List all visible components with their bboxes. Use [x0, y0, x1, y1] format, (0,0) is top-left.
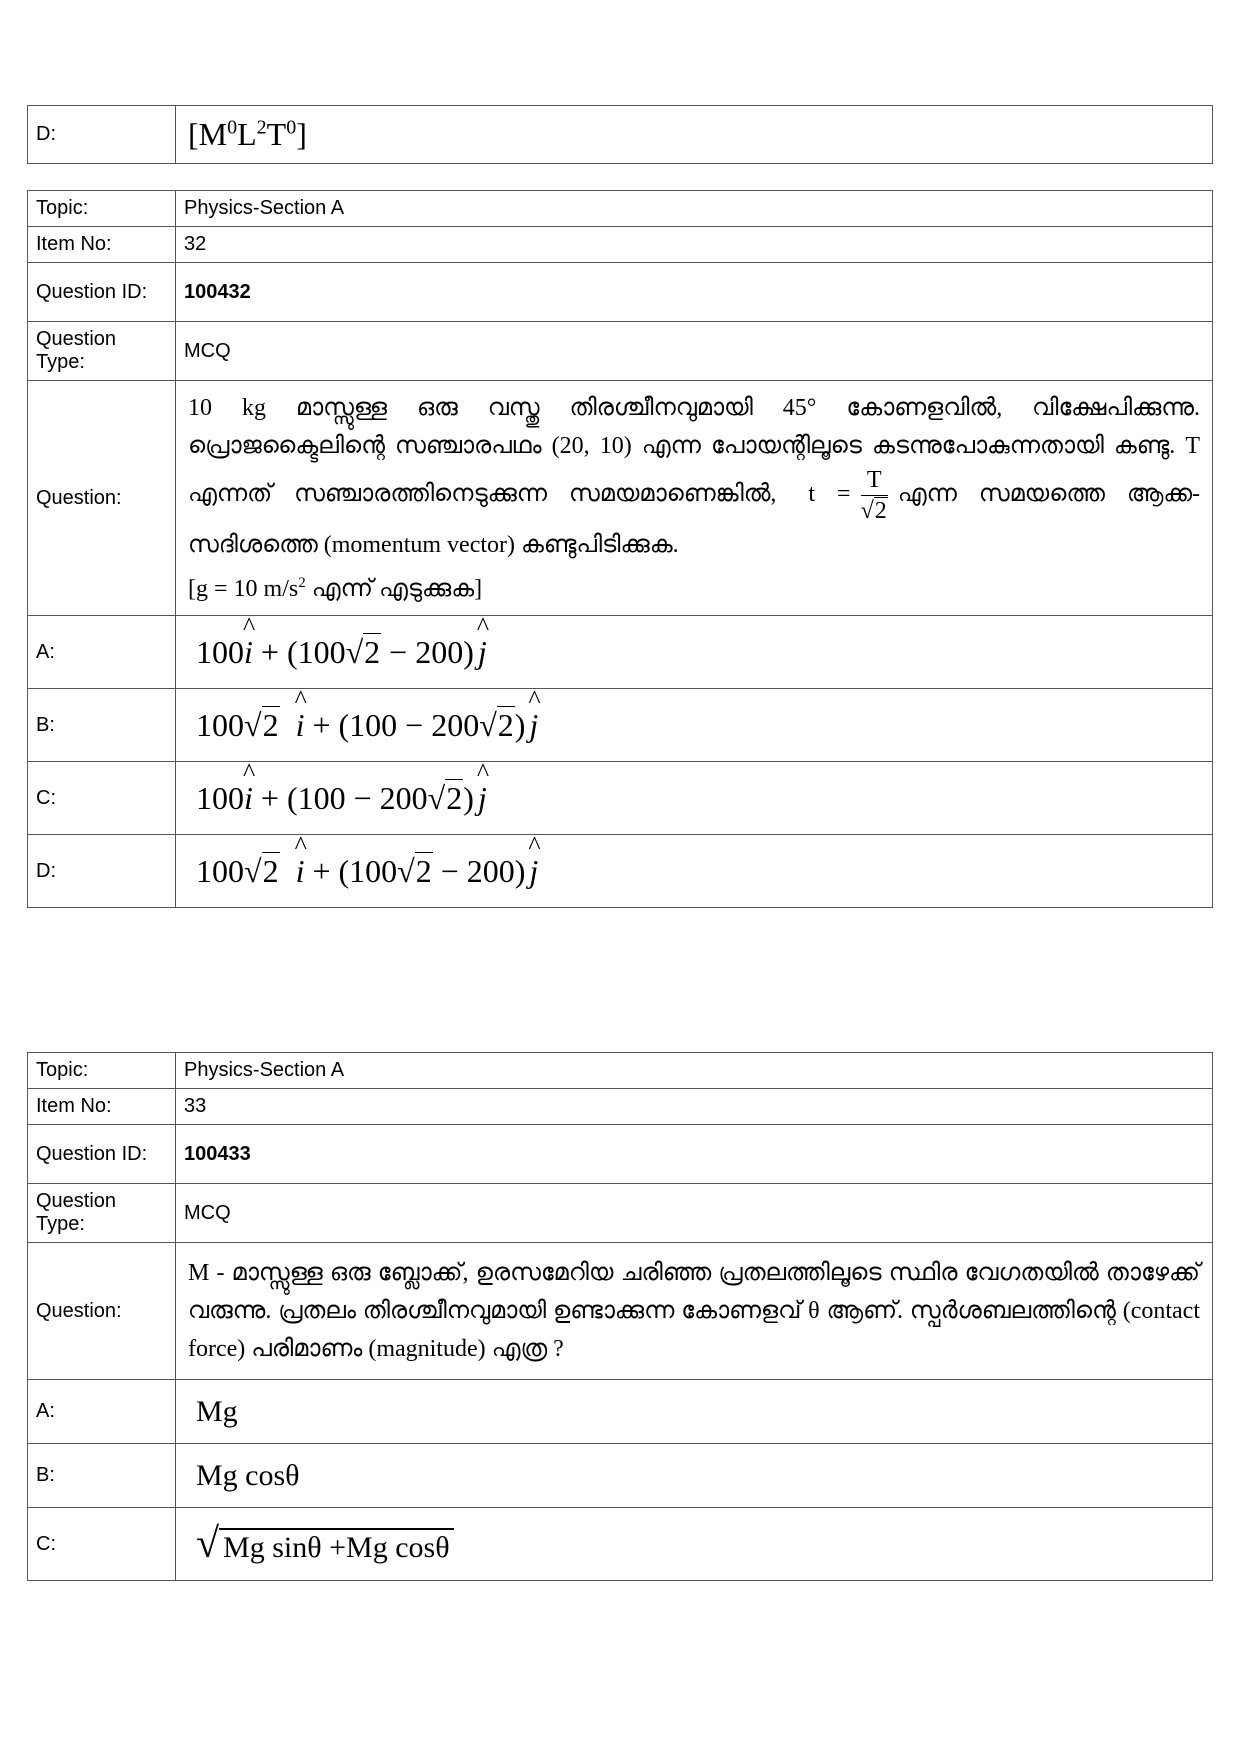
question-label: Question: [28, 1243, 176, 1380]
sqrt-expression: √ Mg sinθ +Mg cosθ [184, 1522, 454, 1566]
question-33-table [27, 1052, 1213, 1581]
option-a-value: 100^ i + (100√2 − 200)^ j [176, 616, 1213, 689]
dimension-formula: $[M^0L^2T^0]$ [188, 116, 307, 152]
question-id-value: 100432 [176, 263, 1213, 322]
item-no-label: Item No: [28, 1089, 176, 1125]
option-d-value [176, 106, 1213, 164]
option-c-value [176, 1508, 1213, 1581]
question-32-table [27, 190, 1213, 908]
option-a-label: A: [28, 616, 176, 689]
topic-value: Physics-Section A [176, 1053, 1213, 1089]
question-text: M - മാസ്സുള്ള ഒരു ബ്ലോക്ക്, ഉരസമേറിയ ചരിഞ്ഞ പ്രതലത്തിലൂടെ സ്ഥിര വേഗതയിൽ താഴേക്ക് വരുന്നു. പ്രതലം തിരശ്ചീനവുമായി ഉണ്ടാക്കുന്ന കോണളവ് θ ആണ്. സ്പർശബലത്തിന്റെ (contact force) പരിമാണം (magnitude) എത്ര ? [176, 1243, 1213, 1380]
prev-question-table [27, 105, 1213, 164]
question-id-value: 100433 [176, 1125, 1213, 1184]
fraction-t-over-root2: $\frac{T}{√2}$ [860, 466, 887, 524]
option-b-value: Mg cosθ [176, 1444, 1213, 1508]
question-label: Question: [28, 381, 176, 616]
option-c-value: 100^ i + (100 − 200√2)^ j [176, 762, 1213, 835]
question-text: 10 kg മാസ്സുള്ള ഒരു വസ്തു തിരശ്ചീനവുമായി 45° കോണളവിൽ, വിക്ഷേപിക്കുന്നു. പ്രൊജക്ടൈലിന്റെ സഞ്ചാരപഥം (20, 10) എന്ന പോയന്റിലൂടെ കടന്നുപോകുന്നതായി കണ്ടു. T എന്നത് സഞ്ചാരത്തിനെടുക്കുന്ന സമയമാണെങ്കിൽ, t = $\frac{T}{√2}$ എന്ന സമയത്തെ ആക്ക- സദിശത്തെ (momentum vector) കണ്ടുപിടിക്കുക. [g = 10 $m/s^2$ എന്ന് എടുക്കുക] [176, 381, 1213, 616]
topic-value: Physics-Section A [176, 191, 1213, 227]
question-id-label: Question ID: [28, 263, 176, 322]
option-b-label: B: [28, 1444, 176, 1508]
question-type-value: MCQ [176, 322, 1213, 381]
question-type-value: MCQ [176, 1184, 1213, 1243]
item-no-value: 33 [176, 1089, 1213, 1125]
option-label: D: [28, 106, 176, 164]
option-b-label: B: [28, 689, 176, 762]
option-a-value: Mg [176, 1380, 1213, 1444]
topic-label: Topic: [28, 191, 176, 227]
option-a-label: A: [28, 1380, 176, 1444]
option-d-label: D: [28, 835, 176, 908]
topic-label: Topic: [28, 1053, 176, 1089]
option-c-label: C: [28, 1508, 176, 1581]
item-no-value: 32 [176, 227, 1213, 263]
option-c-label: C: [28, 762, 176, 835]
item-no-label: Item No: [28, 227, 176, 263]
question-id-label: Question ID: [28, 1125, 176, 1184]
question-type-label: Question Type: [28, 1184, 176, 1243]
option-b-value: 100√2 ^ i + (100 − 200√2)^ j [176, 689, 1213, 762]
question-type-label: Question Type: [28, 322, 176, 381]
option-d-value: 100√2 ^ i + (100√2 − 200)^ j [176, 835, 1213, 908]
